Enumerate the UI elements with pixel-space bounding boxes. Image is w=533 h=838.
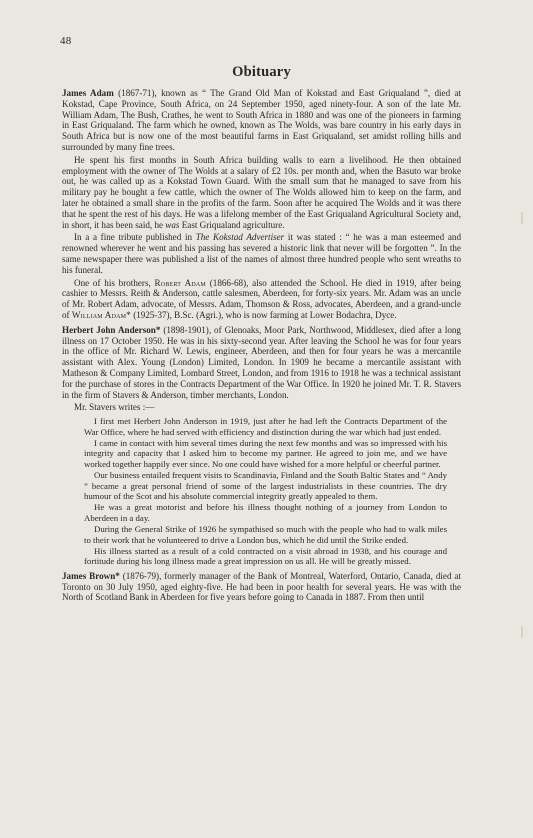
page-edge-mark (521, 626, 523, 638)
entry-lead-text: (1876-79), formerly manager of the Bank of Montreal, Waterford, Ontario, Canada, died at Toronto on 30 July 1950, aged eighty-five. He had been in poor health for several years. He was with the North of Scotland Bank in Aberdeen for five years before going to Canada in 1887. From then until (62, 570, 461, 603)
paragraph-text: (1925-37), B.Sc. (Agri.), who is now farming at Lower Bodachra, Dyce. (130, 309, 397, 320)
entry-herbert-john-anderson (62, 325, 461, 401)
obituary-body (62, 88, 461, 603)
quote-paragraph: I came in contact with him several times during the next few months and was so impressed with his integrity and capacity that I asked him to become my partner. He agreed to join me, and we have worked together happily ever since. No one could have wished for a more helpful or cheerful partner. (84, 437, 447, 469)
entry-lead-text: (1867-71), known as “ The Grand Old Man of Kokstad and East Griqualand ”, died at Kokstad, Cape Province, South Africa, on 24 September 1950, aged ninety-four. A son of the late Mr. William Adam, The Bush, Crathes, he went to South Africa in 1880 and was one of the pioneers in farming in East Griqualand. The farm which he owned, known as The Wolds, was bare country in his early days in South Africa but is now one of the most beautiful farms in East Griqualand, set amidst rolling hills and surrounded by many fine trees. (62, 88, 462, 152)
entry-paragraph (62, 155, 461, 231)
entry-name: Herbert John Anderson* (62, 324, 161, 335)
quote-paragraph: During the General Strike of 1926 he sympathised so much with the people who had to walk miles to their work that he volunteered to drive a London bus, which he did until the Strike ended. (84, 524, 447, 545)
quote-paragraph: I first met Herbert John Anderson in 1919, just after he had left the Contracts Department of the War Office, where he had served with efficiency and distinction during the war which had just ended. (84, 416, 447, 437)
entry-paragraph (62, 232, 461, 275)
page-edge-mark (521, 212, 523, 224)
paragraph-text: East Griqualand agriculture. (179, 219, 285, 230)
person-name: William Adam* (71, 309, 131, 320)
paragraph-text: (1866-68), also attended the School. He died in 1919, after being cashier to Messrs. Reith & Anderson, cattle salesmen, Aberdeen, for forty-six years. Mr. Adam was an uncle of Mr. Robert Adam, advocate, of Messrs. Adam, Thomson & Ross, advocates, Aberdeen, and a grand-uncle of (62, 277, 461, 320)
entry-james-brown (62, 571, 461, 603)
quoted-tribute (84, 416, 447, 567)
entry-name: James Adam (62, 88, 114, 98)
entry-lead-text: (1898-1901), of Glenoaks, Moor Park, Northwood, Middlesex, died after a long illness on 17 October 1950. He was in his sixty-second year. After leaving the School he was for four years in the office of Mr. Richard W. Lewis, engineer, Aberdeen, and then for four years he was a mercantile assistant with Alex. Young (London) Limited, London. In 1909 he became a mercantile assistant with Matheson & Company Limited, Lombard Street, London, and from 1916 to 1918 he was a technical assistant for the purchase of stores in the Contracts Department of the War Office. In 1920 he joined Mr. T. R. Stavers in the firm of Stavers & Anderson, timber merchants, London. (62, 324, 461, 400)
paragraph-text: He spent his first months in South Africa building walls to earn a livelihood. He then obtained employment with the owner of The Wolds at a salary of £2 10s. per month and, when the Basuto war broke out, he was called up as a Kokstad Town Guard. With the small sum that he managed to save from his military pay he bought a few cattle, which the owner of The Wolds allowed him to keep on the farm, and later he obtained a small share in the profits of the farm. Soon after he acquired The Wolds and it was there that he spent the rest of his days. He was a lifelong member of the East Griqualand Agricultural Society and, in short, it has been said, he (62, 154, 461, 230)
person-name: Robert Adam (154, 277, 206, 288)
quote-paragraph: Our business entailed frequent visits to Scandinavia, Finland and the South Baltic States and “ Andy ” became a great personal friend of some of the largest industrialists in these countries. The dry humour of the Scot and his absolute commercial integrity greatly appealed to them. (84, 470, 447, 501)
page-number: 48 (60, 35, 72, 47)
entry-name: James Brown* (62, 570, 120, 581)
page-title: Obituary (232, 64, 291, 80)
entry-james-adam (62, 88, 461, 153)
quote-paragraph: His illness started as a result of a cold contracted on a visit abroad in 1938, and his courage and fortitude during his long illness made a great impression on us all. He will be greatly missed. (84, 545, 447, 567)
paragraph-text: it was stated : “ he was a man esteemed and renowned wherever he went and his passing has severed a historic link that never will be forgotten ”. In the same newspaper there was published a list of the names of almost three hundred people who sent wreaths to his funeral. (62, 232, 462, 275)
italic-text: was (165, 219, 180, 230)
newspaper-title: The Kokstad Advertiser (195, 232, 285, 243)
paragraph-text: One of his brothers, (74, 277, 155, 288)
quote-intro: Mr. Stavers writes :— (74, 402, 155, 413)
quote-paragraph: He was a great motorist and before his illness thought nothing of a journey from London to Aberdeen in a day. (84, 502, 447, 523)
entry-paragraph (62, 278, 461, 321)
paragraph-text: In a a fine tribute published in (74, 232, 196, 243)
